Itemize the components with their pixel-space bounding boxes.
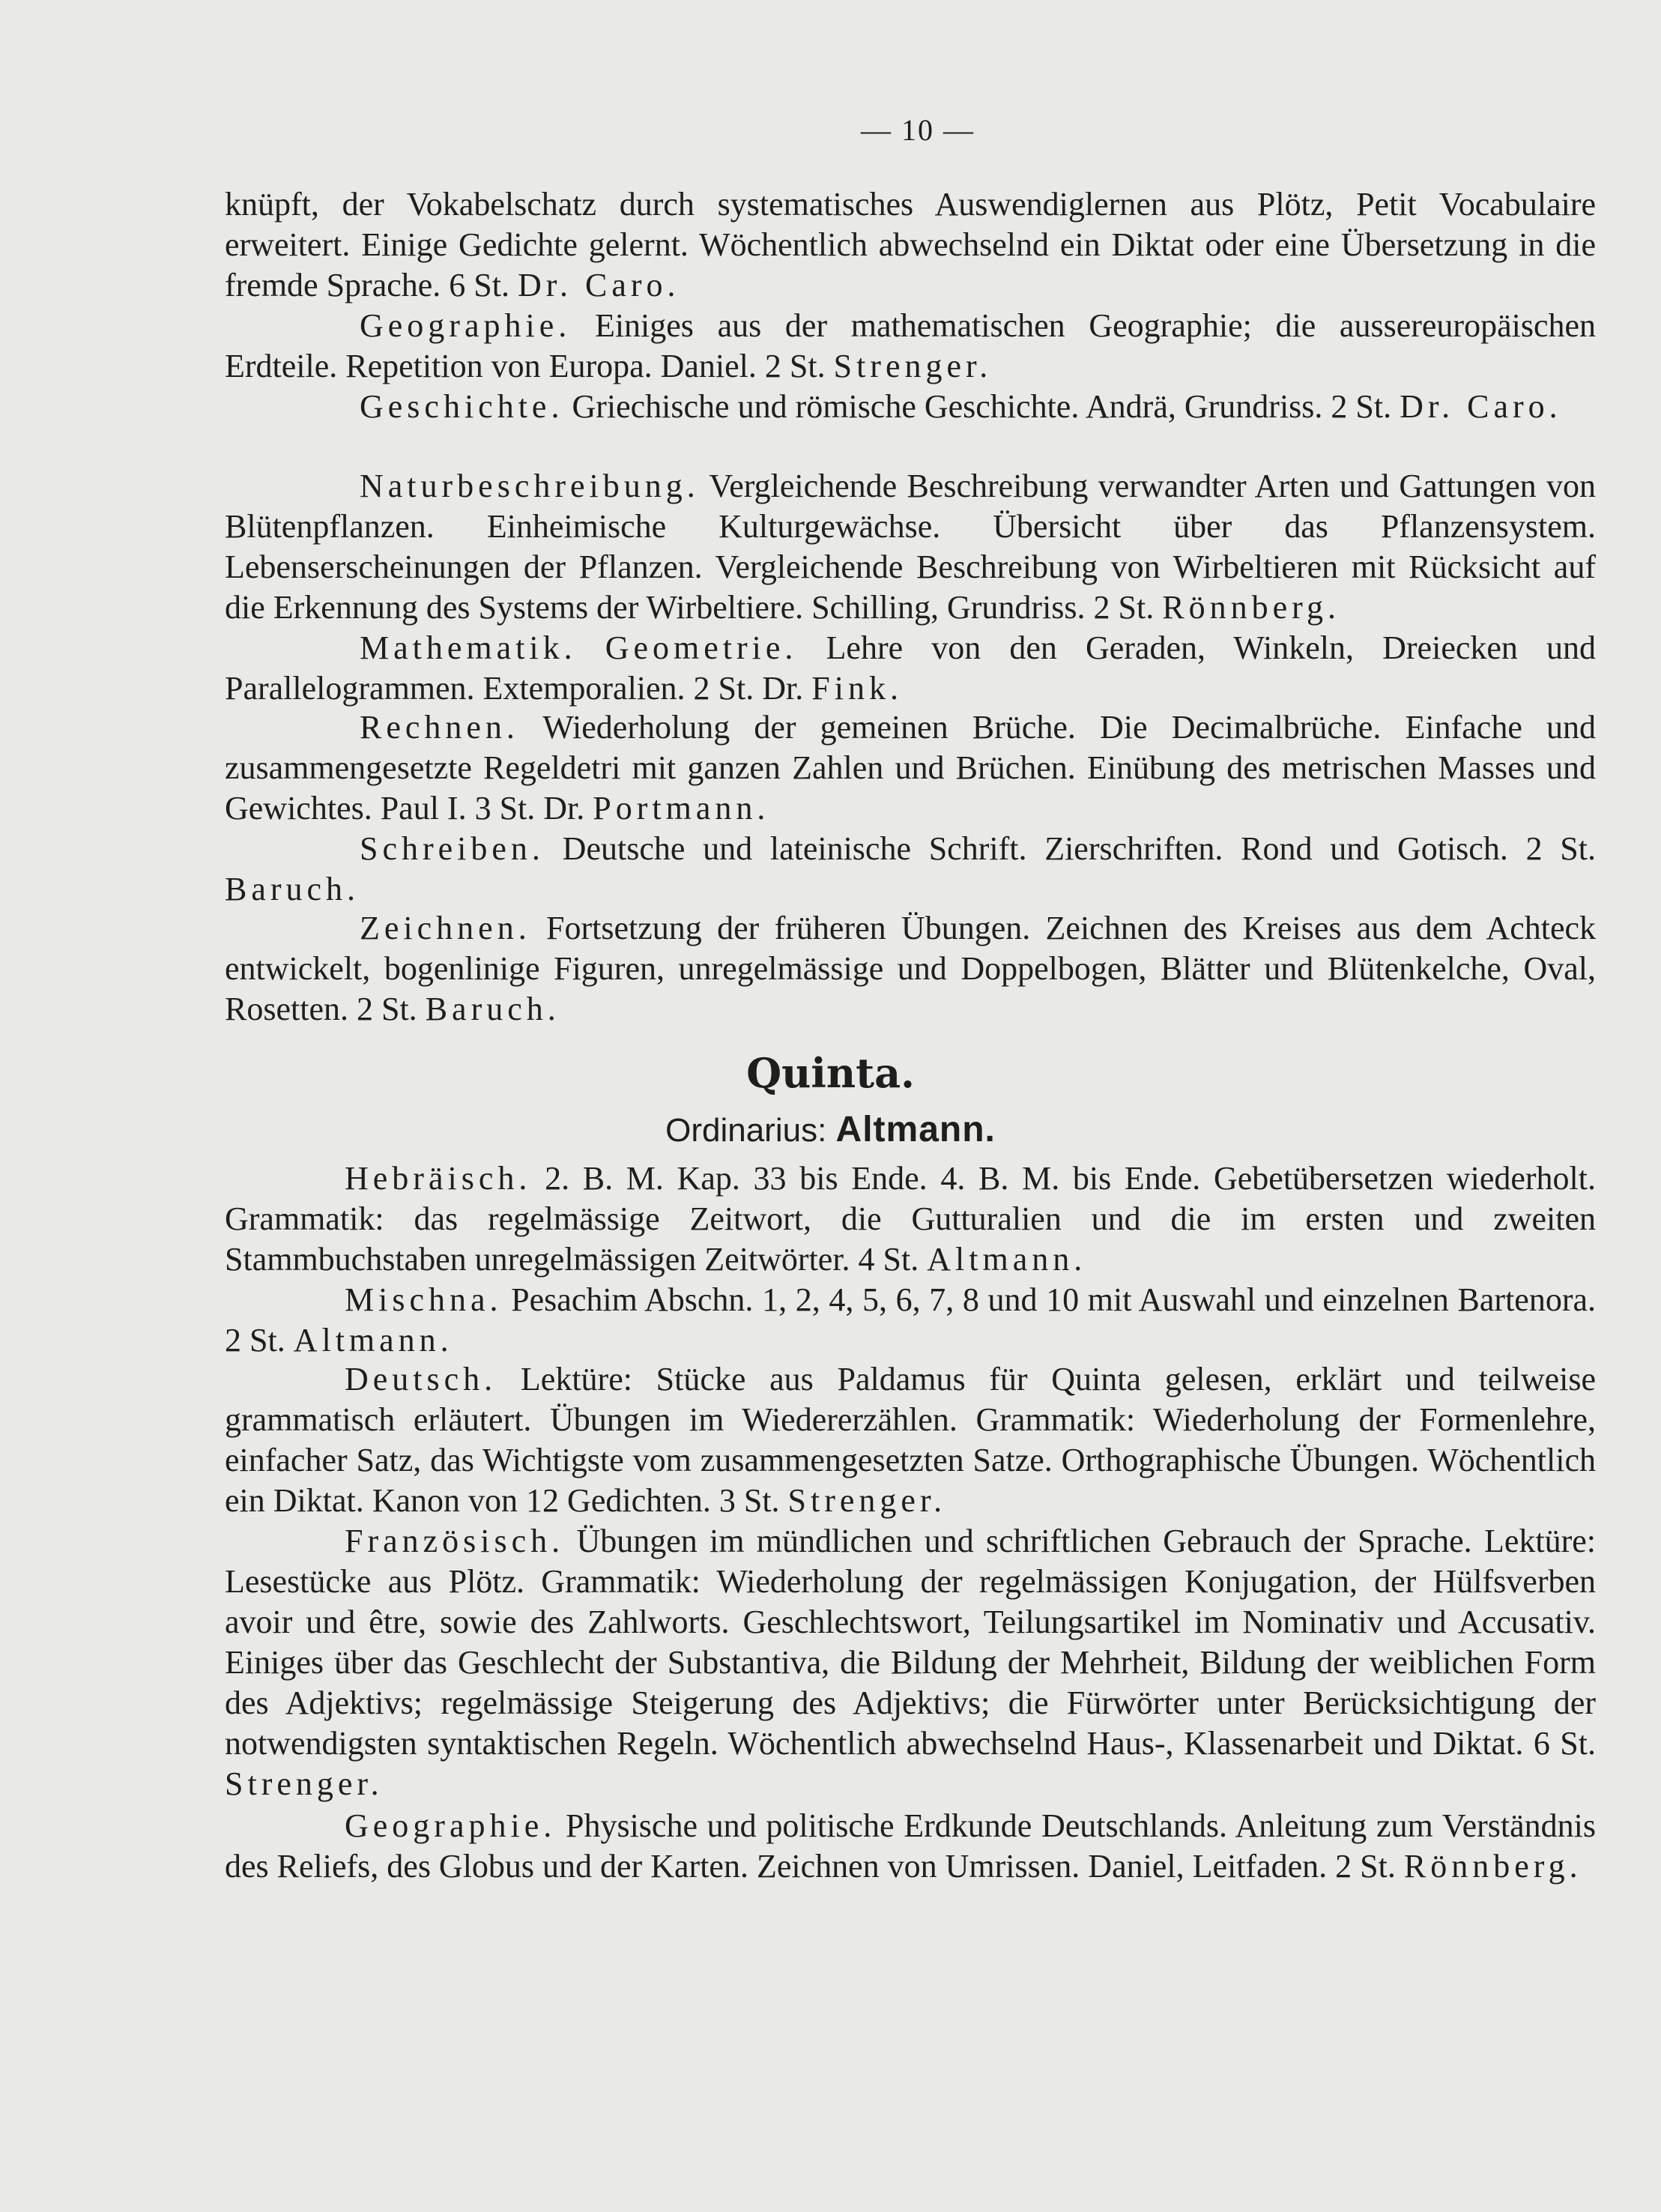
paragraph-rechnen: Rechnen. Wiederholung der gemeinen Brüche. Die Decimalbrüche. Einfache und zusammengesetzte Regeldetri mit ganzen Zahlen und Brüchen. Einübung des metrischen Masses und Gewichtes. Paul I. 3 St. Dr. Portmann. (225, 709, 1596, 827)
ordinarius-line (0, 1109, 1661, 1150)
subject-heading: Französisch. (345, 1523, 565, 1559)
paragraph-franzoesisch: Französisch. Übungen im mündlichen und schriftlichen Gebrauch der Sprache. Lektüre: Lesestücke aus Plötz. Grammatik: Wiederholung der regelmässigen Konjugation, der Hülfsverben avoir und être, sowie des Zahlworts. Geschlechtswort, Teilungsartikel im Nominativ und Accusativ. Einiges über das Geschlecht der Substantiva, die Bildung der Mehrheit, Bildung der weiblichen Form des Adjektivs; regelmässige Steigerung des Adjektivs; die Fürwörter unter Berücksichtigung der notwendigsten syntaktischen Regeln. Wöchentlich abwechselnd Haus-, Klassenarbeit und Diktat. 6 St. Strenger. (225, 1523, 1596, 1802)
subject-heading: Geographie. (360, 307, 572, 344)
teacher-name: Dr. Caro. (518, 267, 680, 303)
teacher-name: Fink. (811, 670, 903, 707)
teacher-name: Rönnberg. (1162, 589, 1340, 626)
teacher-name: Baruch. (425, 991, 560, 1027)
subject-heading: Mischna. (345, 1281, 503, 1318)
paragraph-geographie-quinta: Geographie. Physische und politische Erdkunde Deutschlands. Anleitung zum Verständnis des Reliefs, des Globus und der Karten. Zeichnen von Umrissen. Daniel, Leitfaden. 2 St. Rönnberg. (225, 1807, 1596, 1885)
teacher-name: Dr. Caro. (1400, 388, 1562, 425)
paragraph-deutsch: Deutsch. Lektüre: Stücke aus Paldamus für Quinta gelesen, erklärt und teilweise grammatisch erläutert. Übungen im Wiedererzählen. Grammatik: Wiederholung der Formenlehre, einfacher Satz, das Wichtigste vom zusammengesetzten Satze. Orthographische Übungen. Wöchentlich ein Diktat. Kanon von 12 Gedichten. 3 St. Strenger. (225, 1361, 1596, 1519)
subject-heading: Geschichte. (360, 388, 564, 425)
subject-heading: Naturbeschreibung. (360, 468, 700, 504)
teacher-name: Altmann. (927, 1241, 1087, 1278)
subject-heading: Schreiben. (360, 830, 545, 867)
paragraph-naturbeschreibung: Naturbeschreibung. Vergleichende Beschreibung verwandter Arten und Gattungen von Blütenpflanzen. Einheimische Kulturgewächse. Übersicht über das Pflanzensystem. Lebenserscheinungen der Pflanzen. Vergleichende Beschreibung von Wirbeltieren mit Rücksicht auf die Erkennung des Systems der Wirbeltiere. Schilling, Grundriss. 2 St. Rönnberg. (225, 468, 1596, 626)
teacher-name: Strenger. (833, 348, 993, 384)
subject-heading: Deutsch. (345, 1361, 497, 1397)
subject-heading: Hebräisch. (345, 1160, 532, 1197)
subject-heading: Zeichnen. (360, 910, 531, 946)
ordinarius-label: Ordinarius: (665, 1112, 827, 1149)
subject-heading: Geographie. (345, 1807, 557, 1844)
page-number: — 10 — (861, 113, 975, 147)
teacher-name: Strenger. (225, 1765, 384, 1802)
section-heading-quinta: Quinta. (746, 1049, 915, 1097)
paragraph-french-continued: knüpft, der Vokabelschatz durch systematisches Auswendiglernen aus Plötz, Petit Vocabulaire erweitert. Einige Gedichte gelernt. Wöchentlich abwechselnd ein Diktat oder eine Übersetzung in die fremde Sprache. 6 St. Dr. Caro. (225, 186, 1596, 303)
paragraph-schreiben: Schreiben. Deutsche und lateinische Schrift. Zierschriften. Rond und Gotisch. 2 St. Baruch. (225, 830, 1596, 907)
teacher-name: Baruch. (225, 871, 360, 907)
subject-subheading: Geometrie. (605, 629, 798, 666)
paragraph-mathematik: Mathematik. Geometrie. Lehre von den Geraden, Winkeln, Dreiecken und Parallelogrammen. Extemporalien. 2 St. Dr. Fink. (225, 629, 1597, 707)
subject-heading: Mathematik. (360, 629, 577, 666)
paragraph-geschichte: Geschichte. Griechische und römische Geschichte. Andrä, Grundriss. 2 St. Dr. Caro. (360, 388, 1562, 425)
paragraph-mischna: Mischna. Pesachim Abschn. 1, 2, 4, 5, 6, 7, 8 und 10 mit Auswahl und einzelnen Bartenora. 2 St. Altmann. (225, 1281, 1596, 1359)
teacher-name: Rönnberg. (1403, 1848, 1582, 1885)
teacher-name: Portmann. (593, 790, 770, 827)
paragraph-hebraeisch: Hebräisch. 2. B. M. Kap. 33 bis Ende. 4. B. M. bis Ende. Gebetübersetzen wiederholt. Grammatik: das regelmässige Zeitwort, die Gutturalien und die im ersten und zweiten Stammbuchstaben unregelmässigen Zeitwörter. 4 St. Altmann. (225, 1160, 1597, 1278)
teacher-name: Altmann. (293, 1322, 453, 1359)
teacher-name: Strenger. (787, 1482, 947, 1519)
subject-heading: Rechnen. (360, 709, 519, 746)
paragraph-geographie: Geographie. Einiges aus der mathematischen Geographie; die aussereuropäischen Erdteile. Repetition von Europa. Daniel. 2 St. Strenger. (225, 307, 1597, 384)
paragraph-zeichnen: Zeichnen. Fortsetzung der früheren Übungen. Zeichnen des Kreises aus dem Achteck entwickelt, bogenlinige Figuren, unregelmässige und Doppelbogen, Blätter und Blütenkelche, Oval, Rosetten. 2 St. Baruch. (225, 910, 1597, 1027)
ordinarius-name: Altmann. (835, 1110, 996, 1149)
